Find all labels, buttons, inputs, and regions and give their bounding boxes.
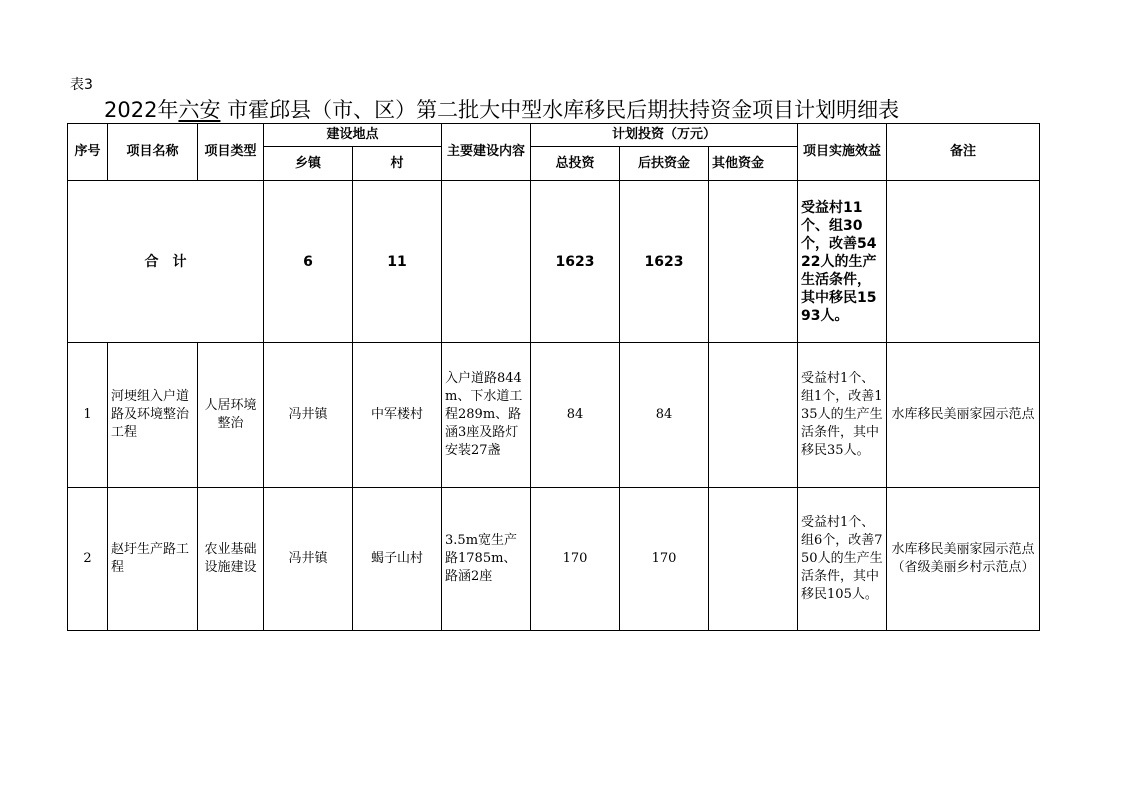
row-other-fund [709,488,798,631]
table-number-label: 表3 [70,77,93,93]
row-project-name: 赵圩生产路工程 [108,488,198,631]
title-rest: 市霍邱县（市、区）第二批大中型水库移民后期扶持资金项目计划明细表 [220,98,900,122]
row-benefit: 受益村1个、组1个，改善135人的生产生活条件，其中移民35人。 [798,343,887,488]
header-other: 其他资金 [709,147,798,181]
row-project-name: 河埂组入户道路及环境整治工程 [108,343,198,488]
header-support: 后扶资金 [620,147,709,181]
document-title [104,94,899,124]
title-city: 六安 [178,98,221,122]
row-note: 水库移民美丽家园示范点（省级美丽乡村示范点） [887,488,1040,631]
total-town-count: 6 [264,181,353,343]
row-town: 冯井镇 [264,488,353,631]
header-location: 建设地点 [264,124,442,147]
header-name: 项目名称 [108,124,198,181]
header-town: 乡镇 [264,147,353,181]
header-content: 主要建设内容 [442,124,531,181]
title-year: 2022年 [104,98,179,122]
total-village-count: 11 [353,181,442,343]
row-seq: 2 [68,488,108,631]
total-label: 合 计 [68,181,264,343]
header-note: 备注 [887,124,1040,181]
total-investment: 1623 [531,181,620,343]
header-total: 总投资 [531,147,620,181]
row-support-fund: 84 [620,343,709,488]
header-benefit: 项目实施效益 [798,124,887,181]
total-content [442,181,531,343]
row-project-type: 农业基础设施建设 [198,488,264,631]
total-note [887,181,1040,343]
row-content: 3.5m宽生产路1785m、路涵2座 [442,488,531,631]
total-support-fund: 1623 [620,181,709,343]
header-village: 村 [353,147,442,181]
row-note: 水库移民美丽家园示范点 [887,343,1040,488]
header-seq: 序号 [68,124,108,181]
table-row [68,343,1040,488]
header-type: 项目类型 [198,124,264,181]
header-investment: 计划投资（万元） [531,124,798,147]
row-village: 中军楼村 [353,343,442,488]
total-other-fund [709,181,798,343]
row-content: 入户道路844m、下水道工程289m、路涵3座及路灯安装27盏 [442,343,531,488]
project-plan-table [67,123,1040,631]
table-row [68,488,1040,631]
row-other-fund [709,343,798,488]
row-support-fund: 170 [620,488,709,631]
row-project-type: 人居环境整治 [198,343,264,488]
row-total-investment: 84 [531,343,620,488]
row-seq: 1 [68,343,108,488]
total-row [68,181,1040,343]
row-village: 蝎子山村 [353,488,442,631]
row-town: 冯井镇 [264,343,353,488]
row-total-investment: 170 [531,488,620,631]
row-benefit: 受益村1个、组6个，改善750人的生产生活条件，其中移民105人。 [798,488,887,631]
total-benefit: 受益村11个、组30个，改善5422人的生产生活条件，其中移民1593人。 [798,181,887,343]
